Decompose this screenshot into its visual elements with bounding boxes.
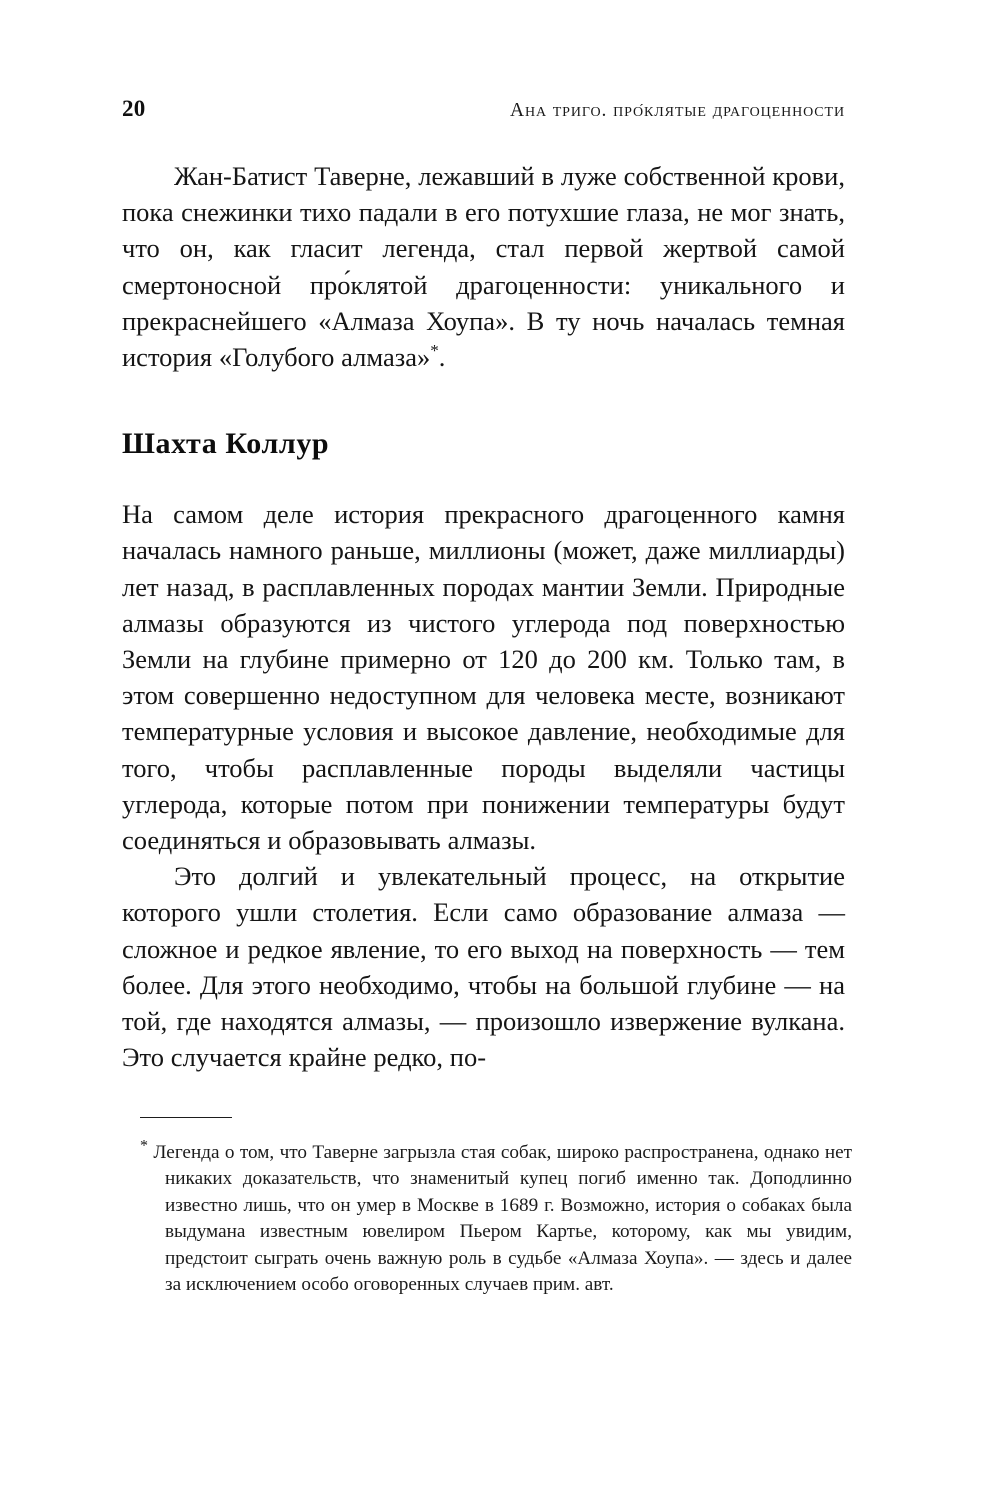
footnote-text: Легенда о том, что Таверне загрызла стая собак, широко распространена, однако нет никаких доказательств, что знаменитый купец погиб именно так. Доподлинно известно лишь, что он умер в Москве в 1689 г. Возможно, история о собаках была выдумана известным ювелиром Пьером Картье, которому, как мы увидим, предстоит сыграть очень важную роль в судьбе «Алмаза Хоупа». — здесь и далее за исключением особо оговоренных случаев прим. авт. (153, 1142, 853, 1296)
section-heading: Шахта Коллур (122, 427, 330, 461)
paragraph-opening (122, 158, 845, 375)
paragraph-opening-text: Жан-Батист Таверне, лежавший в луже собственной крови, пока снежинки тихо падали в его потухшие глаза, не мог знать, что он, как гласит легенда, стал первой жертвой самой смертоносной про́клятой драгоценности: уникального и прекраснейшего «Алмаза Хоупа». В ту ночь началась темная история «Голубого алмаза» (122, 161, 845, 373)
spacer-below-heading (122, 462, 845, 496)
running-title: ана триго. про́клятые драгоценности (509, 100, 845, 121)
page-number: 20 (122, 96, 146, 121)
footnote-reference-marker[interactable]: * (430, 341, 439, 361)
text-block (122, 158, 845, 1075)
paragraph-diamond-formation: На самом деле история прекрасного драгоценного камня началась намного раньше, миллионы (может, даже миллиарды) лет назад, в расплавленных породах мантии Земли. Природные алмазы образуются из чистого углерода под поверхностью Земли на глубине примерно от 120 до 200 км. Только там, в этом совершенно недоступном для человека месте, возникают температурные условия и высокое давление, необходимые для того, чтобы расплавленные породы выделяли частицы углерода, которые потом при понижении температуры будут соединяться и образовывать алмазы. (122, 499, 845, 856)
paragraph-volcanic-process: Это долгий и увлекательный процесс, на открытие которого ушли столетия. Если само образование алмаза — сложное и редкое явление, то его выход на поверхность — тем более. Для этого необходимо, чтобы на большой глубине — на той, где находятся алмазы, — произошло извержение вулкана. Это случается крайне редко, по- (122, 861, 845, 1073)
footnote-area (140, 1117, 852, 1298)
paragraph-opening-tail: . (438, 342, 446, 373)
footnote-separator-rule (140, 1117, 232, 1118)
footnote-entry (140, 1137, 853, 1298)
running-head (122, 96, 845, 130)
spacer-above-heading (122, 375, 845, 426)
footnote-marker: * (140, 1137, 148, 1155)
